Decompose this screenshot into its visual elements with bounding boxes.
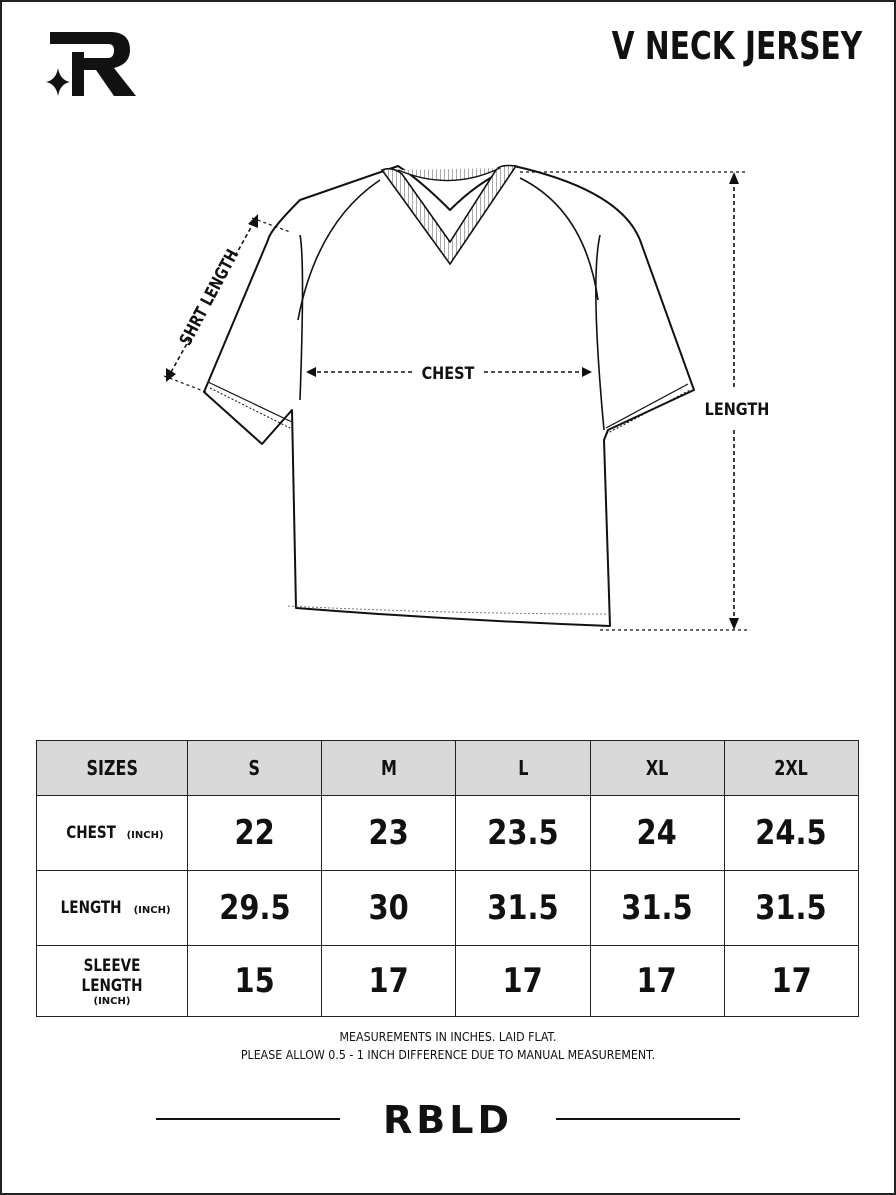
table-cell: 24	[590, 796, 724, 871]
row-label: CHEST (INCH)	[37, 796, 188, 871]
table-row	[37, 796, 859, 871]
table-cell: 17	[724, 946, 858, 1017]
table-cell: 23	[322, 796, 456, 871]
row-label: LENGTH (INCH)	[37, 871, 188, 946]
chest-label: CHEST	[421, 362, 475, 384]
column-header: 2XL	[724, 741, 858, 796]
table-cell: 31.5	[456, 871, 590, 946]
size-chart-table	[36, 740, 859, 1017]
table-cell: 29.5	[188, 871, 322, 946]
column-header: M	[322, 741, 456, 796]
sleeve-length-label: SHRT LENGTH	[175, 246, 243, 349]
column-header: L	[456, 741, 590, 796]
jersey-body	[204, 166, 694, 626]
footer-brand: RBLD	[383, 1098, 513, 1142]
length-label: LENGTH	[704, 398, 770, 420]
note-line: MEASUREMENTS IN INCHES. LAID FLAT.	[339, 1030, 557, 1044]
footer	[0, 1098, 896, 1142]
column-header: SIZES	[37, 741, 188, 796]
table-row	[37, 946, 859, 1017]
table-cell: 30	[322, 871, 456, 946]
row-label: SLEEVE LENGTH (INCH)	[37, 946, 188, 1017]
table-cell: 15	[188, 946, 322, 1017]
table-cell: 17	[590, 946, 724, 1017]
table-row	[37, 871, 859, 946]
measurement-notes	[0, 1028, 896, 1064]
table-cell: 31.5	[590, 871, 724, 946]
table-cell: 24.5	[724, 796, 858, 871]
note-line: PLEASE ALLOW 0.5 - 1 INCH DIFFERENCE DUE TO MANUAL MEASUREMENT.	[240, 1048, 656, 1062]
jersey-diagram	[0, 140, 896, 660]
footer-divider	[556, 1118, 740, 1120]
column-header: XL	[590, 741, 724, 796]
r-star-logo-icon	[44, 28, 138, 100]
column-header: S	[188, 741, 322, 796]
page-title: V NECK JERSEY	[611, 24, 862, 68]
table-cell: 23.5	[456, 796, 590, 871]
table-cell: 22	[188, 796, 322, 871]
table-cell: 17	[322, 946, 456, 1017]
table-cell: 31.5	[724, 871, 858, 946]
table-cell: 17	[456, 946, 590, 1017]
table-header-row	[37, 741, 859, 796]
